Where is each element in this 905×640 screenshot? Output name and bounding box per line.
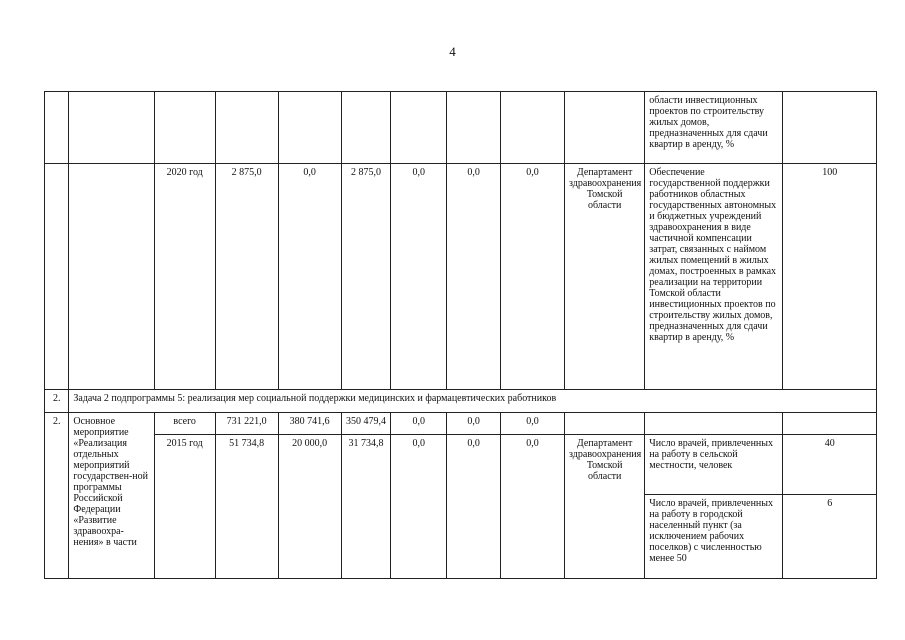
cell-indicator: [645, 413, 783, 435]
cell-local: 0,0: [391, 164, 447, 390]
cell-name: Основное мероприятие «Реализация отдельных мероприятий государствен-ной программы Российской Федерации «Развитие здравоохра-нения» в части: [69, 413, 154, 579]
cell-year: всего: [154, 413, 215, 435]
page-number: 4: [449, 44, 456, 59]
cell-total: 2 875,0: [215, 164, 278, 390]
table-row: [45, 92, 877, 164]
table-row: [45, 435, 877, 495]
cell-indicator: Число врачей, привлеченных на работу в городской населенный пункт (за исключением рабочих поселков) с численностью менее 50: [645, 495, 783, 579]
cell-name: [69, 164, 154, 390]
cell-total: [215, 92, 278, 164]
cell-local: [391, 92, 447, 164]
cell-extra: 0,0: [447, 413, 501, 435]
cell-other: [501, 92, 565, 164]
cell-value: [783, 92, 877, 164]
cell-name: [69, 92, 154, 164]
table-row: [45, 413, 877, 435]
table-row: [45, 390, 877, 413]
cell-value: [783, 413, 877, 435]
cell-value: 40: [783, 435, 877, 495]
cell-executor: Департамент здравоохранения Томской области: [565, 164, 645, 390]
cell-extra: 0,0: [447, 164, 501, 390]
cell-extra: 0,0: [447, 435, 501, 579]
cell-other: 0,0: [501, 435, 565, 579]
cell-executor: [565, 413, 645, 435]
cell-federal: [278, 92, 341, 164]
cell-year: 2015 год: [154, 435, 215, 579]
cell-executor: [565, 92, 645, 164]
table-row: [45, 164, 877, 390]
task-heading: Задача 2 подпрограммы 5: реализация мер социальной поддержки медицинских и фармацевтических работников: [69, 390, 877, 413]
cell-indicator: Обеспечение государственной поддержки работников областных государственных автономных и бюджетных учреждений здравоохранения в виде частичной компенсации затрат, связанных с наймом жилых помещений в жилых домах, построенных в рамках реализации на территории Томской области инвестиционных проектов по строительству жилых домов, предназначенных для сдачи квартир в аренду, %: [645, 164, 783, 390]
cell-year: [154, 92, 215, 164]
cell-federal: 0,0: [278, 164, 341, 390]
cell-regional: 2 875,0: [341, 164, 391, 390]
cell-num: 2.: [45, 413, 69, 579]
cell-local: 0,0: [391, 413, 447, 435]
cell-value: 6: [783, 495, 877, 579]
cell-year: 2020 год: [154, 164, 215, 390]
cell-federal: 380 741,6: [278, 413, 341, 435]
cell-total: 51 734,8: [215, 435, 278, 579]
cell-value: 100: [783, 164, 877, 390]
cell-indicator: Число врачей, привлеченных на работу в сельской местности, человек: [645, 435, 783, 495]
cell-num: [45, 164, 69, 390]
cell-num: 2.: [45, 390, 69, 413]
cell-extra: [447, 92, 501, 164]
program-table: [44, 91, 877, 579]
cell-regional: 350 479,4: [341, 413, 391, 435]
cell-other: 0,0: [501, 164, 565, 390]
cell-regional: 31 734,8: [341, 435, 391, 579]
cell-regional: [341, 92, 391, 164]
cell-num: [45, 92, 69, 164]
cell-local: 0,0: [391, 435, 447, 579]
cell-other: 0,0: [501, 413, 565, 435]
cell-total: 731 221,0: [215, 413, 278, 435]
cell-federal: 20 000,0: [278, 435, 341, 579]
cell-executor: Департамент здравоохранения Томской области: [565, 435, 645, 579]
cell-indicator: области инвестиционных проектов по строительству жилых домов, предназначенных для сдачи квартир в аренду, %: [645, 92, 783, 164]
